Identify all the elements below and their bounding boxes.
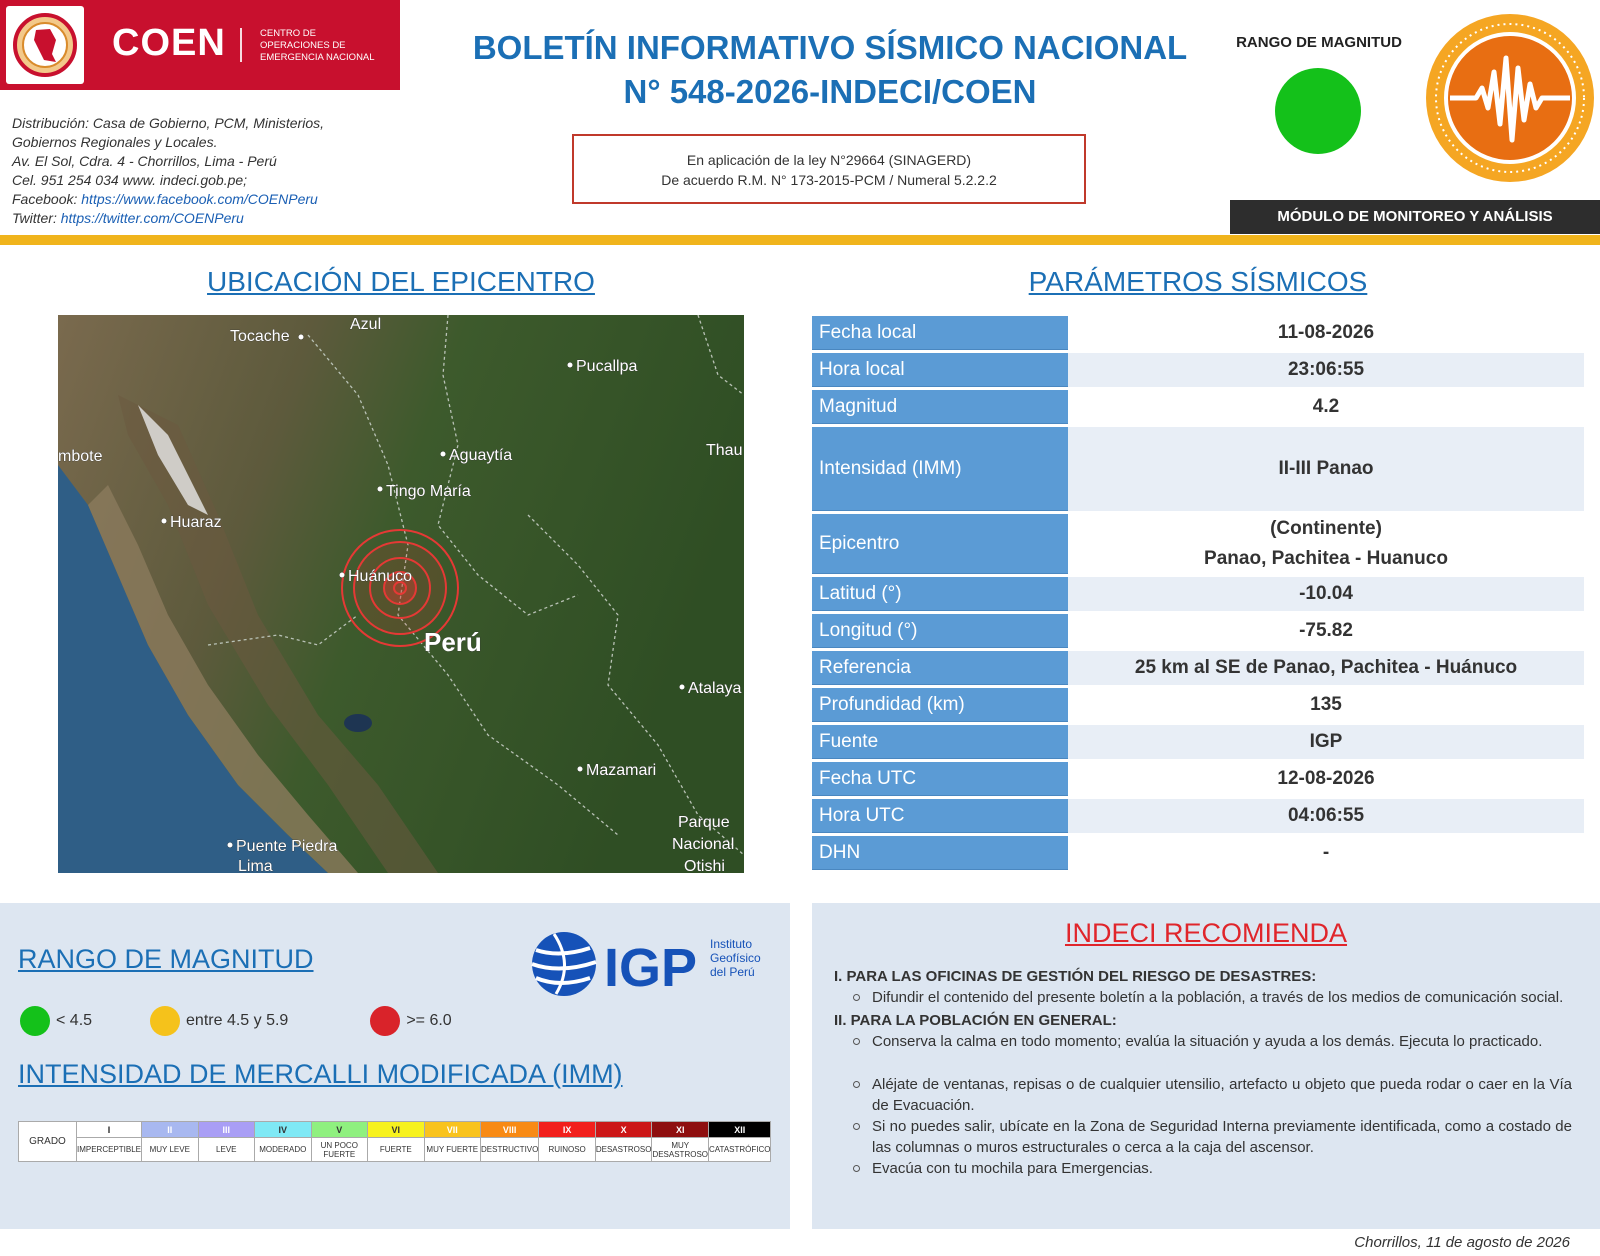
facebook-line	[12, 190, 392, 209]
epicentro-heading: UBICACIÓN DEL EPICENTRO	[207, 266, 595, 297]
param-row	[812, 514, 1584, 574]
param-row	[812, 316, 1584, 350]
igp-name-line: del Perú	[710, 965, 755, 979]
map-label: Aguaytía	[449, 447, 513, 464]
param-key: Fecha UTC	[812, 762, 1068, 796]
dist-line: Distribución: Casa de Gobierno, PCM, Ministerios,	[12, 115, 325, 131]
param-key: Fuente	[812, 725, 1068, 759]
rango-magnitud-title: RANGO DE MAGNITUD	[18, 944, 314, 974]
logo-divider	[240, 28, 242, 62]
param-value: -75.82	[1299, 620, 1353, 641]
param-value: IGP	[1068, 725, 1584, 759]
mercalli-grade-row	[19, 1122, 771, 1138]
legend-label: < 4.5	[56, 1012, 93, 1029]
mercalli-title: INTENSIDAD DE MERCALLI MODIFICADA (IMM)	[18, 1059, 623, 1089]
indeci-recomienda-title: INDECI RECOMIENDA	[1064, 918, 1348, 948]
facebook-label: Facebook:	[12, 191, 82, 207]
mercalli-grade-name: DESTRUCTIVO	[481, 1138, 539, 1162]
map-label: Pucallpa	[576, 358, 638, 375]
title-line-1: BOLETÍN INFORMATIVO SÍSMICO NACIONAL	[472, 29, 1188, 66]
mercalli-grade-name: MUY FUERTE	[424, 1138, 481, 1162]
igp-name-line: Instituto	[710, 937, 753, 951]
coen-subtitle-line: OPERACIONES DE	[260, 40, 346, 51]
param-value: 135	[1310, 694, 1342, 715]
legend-label: >= 6.0	[406, 1012, 452, 1029]
legend-label: entre 4.5 y 5.9	[186, 1012, 289, 1029]
title-line-2: N° 548-2026-INDECI/COEN	[623, 73, 1037, 110]
epicentro-line-1: (Continente)	[1270, 518, 1382, 539]
law-box	[572, 134, 1086, 204]
param-value: 25 km al SE de Panao, Pachitea - Huánuco	[1068, 651, 1584, 685]
param-row	[812, 390, 1584, 424]
map-label: Parque	[678, 814, 730, 831]
parametros-heading: PARÁMETROS SÍSMICOS	[1028, 266, 1368, 297]
reco-section-title: I. PARA LAS OFICINAS DE GESTIÓN DEL RIESGO DE DESASTRES:	[834, 968, 1317, 985]
map-label: Tingo María	[386, 483, 471, 500]
mercalli-grade-name: CATASTRÓFICO	[709, 1138, 771, 1162]
param-key: Hora local	[812, 353, 1068, 387]
map-label: Huaraz	[170, 514, 222, 531]
param-key: Referencia	[812, 651, 1068, 685]
param-key: DHN	[812, 836, 1068, 870]
coen-logo	[0, 0, 400, 90]
legend-item	[20, 1006, 92, 1036]
magnitude-indicator-dot	[1275, 68, 1361, 154]
twitter-label: Twitter:	[12, 210, 61, 226]
legend-item	[150, 1006, 288, 1036]
param-value: 11-08-2026	[1277, 322, 1375, 343]
header-divider	[0, 235, 1600, 245]
reco-section-1-items	[846, 987, 1572, 1008]
igp-name-line: Geofísico	[710, 951, 761, 965]
mercalli-grade-name: DESASTROSO	[595, 1138, 652, 1162]
param-value: II-III Panao	[1068, 427, 1584, 511]
peru-shield-icon	[6, 6, 84, 84]
param-value	[1068, 514, 1584, 574]
param-value: 12-08-2026	[1277, 768, 1375, 789]
map-label: Huánuco	[348, 568, 413, 585]
mercalli-grade-number: IV	[255, 1122, 312, 1138]
param-key: Epicentro	[812, 514, 1068, 574]
mercalli-grade-name: MODERADO	[255, 1138, 312, 1162]
modulo-banner: MÓDULO DE MONITOREO Y ANÁLISIS	[1230, 200, 1600, 234]
reco-section-2-items	[846, 1031, 1572, 1179]
mercalli-grade-number: V	[311, 1122, 368, 1138]
param-row	[812, 651, 1584, 685]
epicentro-line-2: Panao, Pachitea - Huanuco	[1204, 548, 1448, 569]
dist-line: Av. El Sol, Cdra. 4 - Chorrillos, Lima - Perú	[12, 153, 277, 169]
param-value: 23:06:55	[1068, 353, 1584, 387]
mercalli-grade-number: XI	[652, 1122, 709, 1138]
param-key: Longitud (°)	[812, 614, 1068, 648]
param-key: Latitud (°)	[812, 577, 1068, 611]
mercalli-grade-number: VII	[424, 1122, 481, 1138]
legend-item	[370, 1006, 451, 1036]
mercalli-grade-name: LEVE	[198, 1138, 255, 1162]
map-label: Puente Piedra	[236, 838, 338, 855]
facebook-link[interactable]: https://www.facebook.com/COENPeru	[81, 191, 318, 207]
param-value: 04:06:55	[1068, 799, 1584, 833]
mercalli-grade-name: MUY DESASTROSO	[652, 1138, 709, 1162]
param-row	[812, 799, 1584, 833]
law-line-1: En aplicación de la ley N°29664 (SINAGERD)	[686, 152, 972, 168]
mercalli-grade-number: VIII	[481, 1122, 539, 1138]
reco-item: Difundir el contenido del presente boletín a la población, a través de los medios de comunicación social.	[846, 987, 1572, 1008]
mercalli-grade-name: IMPERCEPTIBLE	[77, 1138, 142, 1162]
seismic-params-table	[812, 313, 1584, 873]
mercalli-scale-table	[18, 1121, 771, 1162]
legend-dot	[20, 1006, 50, 1036]
igp-logo	[530, 928, 770, 1000]
footer-date: Chorrillos, 11 de agosto de 2026	[1354, 1234, 1570, 1251]
coen-subtitle-line: CENTRO DE	[260, 28, 316, 39]
param-value: -10.04	[1068, 577, 1584, 611]
mercalli-grade-name: RUINOSO	[539, 1138, 596, 1162]
recommendations-list	[832, 966, 1572, 1179]
dist-line: Gobiernos Regionales y Locales.	[12, 134, 218, 150]
seismograph-logo-icon	[1424, 12, 1596, 184]
mercalli-grade-number: III	[198, 1122, 255, 1138]
map-label: Lima	[238, 858, 273, 873]
reco-section-title: II. PARA LA POBLACIÓN EN GENERAL:	[834, 1012, 1117, 1029]
mercalli-grade-number: XII	[709, 1122, 771, 1138]
reco-item: Aléjate de ventanas, repisas o de cualquier utensilio, artefacto u objeto que pueda rodar o caer en la Vía de Evacuación.	[846, 1074, 1572, 1116]
coen-subtitle-line: EMERGENCIA NACIONAL	[260, 52, 375, 63]
igp-acronym: IGP	[604, 938, 698, 998]
param-key: Hora UTC	[812, 799, 1068, 833]
mercalli-grade-name: UN POCO FUERTE	[311, 1138, 368, 1162]
mercalli-name-row	[19, 1138, 771, 1162]
bulletin-title	[440, 26, 1220, 114]
mercalli-grade-name: MUY LEVE	[142, 1138, 199, 1162]
param-key: Profundidad (km)	[812, 688, 1068, 722]
grado-label: GRADO	[19, 1122, 77, 1162]
map-label: Perú	[424, 627, 482, 657]
coen-name: COEN	[112, 22, 226, 64]
reco-item: Conserva la calma en todo momento; evalúa la situación y ayuda a los demás. Ejecuta lo practicado.	[846, 1031, 1572, 1052]
law-line-2: De acuerdo R.M. N° 173-2015-PCM / Numeral 5.2.2.2	[661, 172, 997, 188]
param-row	[812, 836, 1584, 870]
mercalli-grade-number: X	[595, 1122, 652, 1138]
map-label: Thau	[706, 442, 743, 459]
map-label: Atalaya	[688, 680, 742, 697]
param-value: -	[1322, 842, 1330, 863]
legend-dot	[150, 1006, 180, 1036]
param-row	[812, 762, 1584, 796]
param-key: Intensidad (IMM)	[812, 427, 1068, 511]
legend-dot	[370, 1006, 400, 1036]
mercalli-grade-number: VI	[368, 1122, 425, 1138]
mercalli-grade-number: I	[77, 1122, 142, 1138]
rango-magnitud-heading: RANGO DE MAGNITUD	[1236, 34, 1402, 51]
map-label: Otishi	[684, 858, 725, 873]
param-row	[812, 353, 1584, 387]
mercalli-grade-number: IX	[539, 1122, 596, 1138]
reco-item: Si no puedes salir, ubícate en la Zona de Seguridad Interna previamente identificada, como a costado de las columnas o muros estructurales o cerca a la caja del ascensor.	[846, 1116, 1572, 1158]
dist-line: Cel. 951 254 034 www. indeci.gob.pe;	[12, 172, 248, 188]
globe-icon	[532, 932, 596, 996]
map-label: Tocache	[230, 328, 290, 345]
param-row	[812, 577, 1584, 611]
magnitude-legend	[20, 1006, 510, 1036]
param-key: Magnitud	[812, 390, 1068, 424]
twitter-line	[12, 209, 392, 228]
distribution-info	[12, 114, 392, 228]
param-row	[812, 614, 1584, 648]
param-value: 4.2	[1312, 396, 1340, 417]
map-label: mbote	[58, 448, 103, 465]
param-row	[812, 688, 1584, 722]
param-row	[812, 427, 1584, 511]
twitter-link[interactable]: https://twitter.com/COENPeru	[60, 210, 244, 226]
map-label: Nacional	[672, 836, 735, 853]
param-row	[812, 725, 1584, 759]
param-key: Fecha local	[812, 316, 1068, 350]
epicenter-map[interactable]	[58, 315, 744, 873]
coen-subtitle	[260, 28, 400, 64]
mercalli-grade-number: II	[142, 1122, 199, 1138]
map-label: Azul	[350, 316, 382, 333]
reco-item: Evacúa con tu mochila para Emergencias.	[846, 1158, 1572, 1179]
map-label: Mazamari	[586, 762, 657, 779]
mercalli-grade-name: FUERTE	[368, 1138, 425, 1162]
